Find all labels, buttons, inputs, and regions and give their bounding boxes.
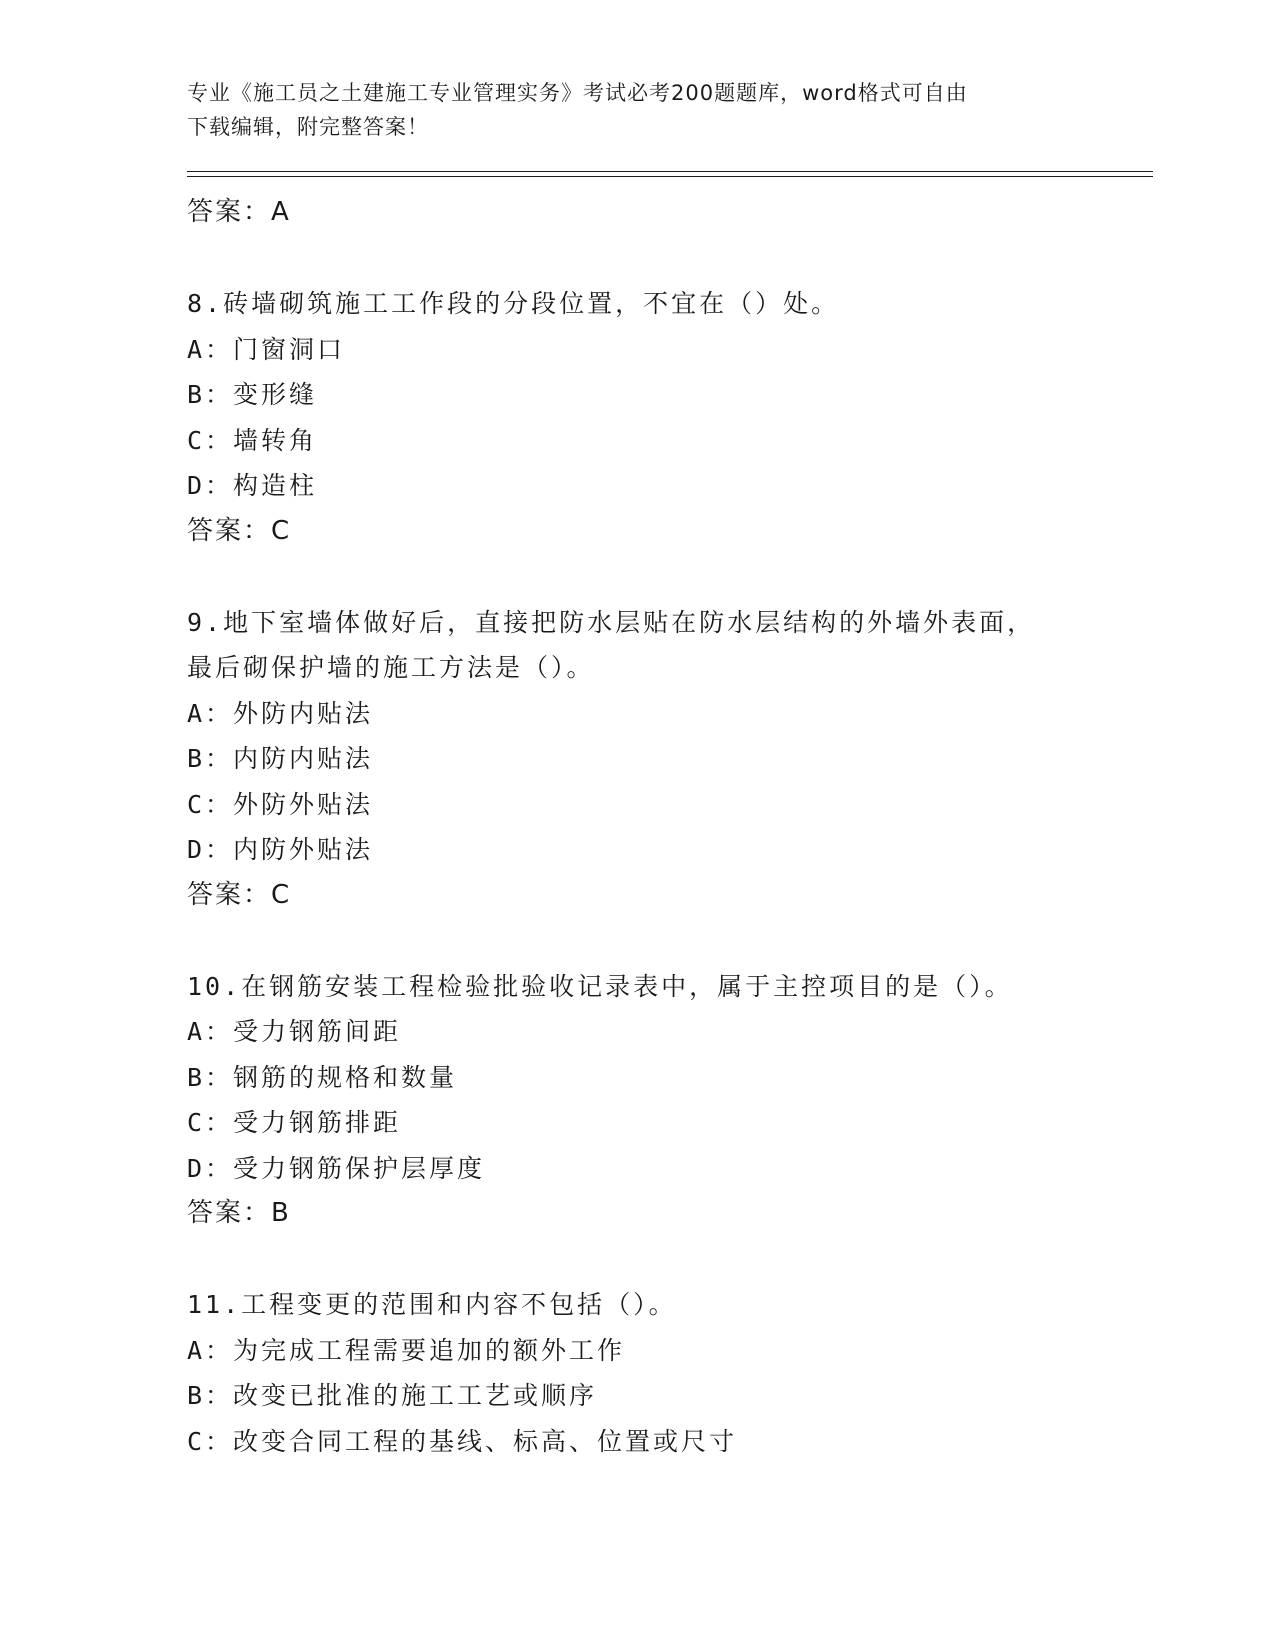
- option-b: B：内防内贴法: [187, 744, 374, 773]
- option-c: C：墙转角: [187, 425, 318, 455]
- question-10: [187, 964, 1067, 1237]
- option-a: A：外防内贴法: [187, 698, 374, 728]
- header-line-2: 下载编辑，附完整答案！: [187, 115, 429, 139]
- option-b: B：改变已批准的施工工艺或顺序: [187, 1381, 598, 1410]
- answer-value: C: [271, 879, 291, 910]
- answer-line: [187, 509, 1067, 555]
- question-stem: 11.工程变更的范围和内容不包括（）。: [187, 1290, 677, 1319]
- option-c: C：受力钢筋排距: [187, 1108, 402, 1137]
- header-divider-bottom: [187, 176, 1153, 177]
- option-a: A：为完成工程需要追加的额外工作: [187, 1335, 626, 1365]
- option-a: A：门窗洞口: [187, 334, 346, 364]
- option-c: C：改变合同工程的基线、标高、位置或尺寸: [187, 1426, 738, 1456]
- answer-value: A: [271, 197, 290, 227]
- question-stem: 10.在钢筋安装工程检验批验收记录表中，属于主控项目的是（）。: [187, 971, 1013, 1001]
- answer-line: [187, 873, 1067, 919]
- document-header: [187, 76, 1067, 144]
- question-stem-line-1: 9.地下室墙体做好后，直接把防水层贴在防水层结构的外墙外表面，: [187, 607, 1036, 637]
- answer-line: [187, 1191, 1067, 1237]
- option-d: D：受力钢筋保护层厚度: [187, 1153, 486, 1183]
- question-11: [187, 1282, 1067, 1464]
- answer-label: 答案：: [187, 515, 272, 546]
- header-divider-top: [187, 171, 1153, 172]
- question-list: [187, 190, 1067, 1464]
- option-b: B：钢筋的规格和数量: [187, 1062, 458, 1092]
- question-9: [187, 600, 1067, 919]
- question-stem-line-2: 最后砌保护墙的施工方法是（）。: [187, 653, 595, 682]
- answer-label: 答案：: [187, 197, 272, 227]
- option-d: D：内防外贴法: [187, 835, 374, 864]
- answer-label: 答案：: [187, 879, 272, 910]
- question-8: [187, 281, 1067, 554]
- answer-line: [187, 190, 1067, 236]
- question-stem: 8.砖墙砌筑施工工作段的分段位置，不宜在（）处。: [187, 289, 840, 318]
- answer-value: B: [271, 1198, 290, 1228]
- option-d: D：构造柱: [187, 471, 318, 500]
- answer-value: C: [271, 515, 291, 546]
- header-line-1: 专业《施工员之土建施工专业管理实务》考试必考200题题库，word格式可自由: [187, 81, 968, 105]
- option-a: A：受力钢筋间距: [187, 1017, 402, 1046]
- option-c: C：外防外贴法: [187, 789, 374, 819]
- option-b: B：变形缝: [187, 380, 318, 409]
- answer-label: 答案：: [187, 1198, 272, 1228]
